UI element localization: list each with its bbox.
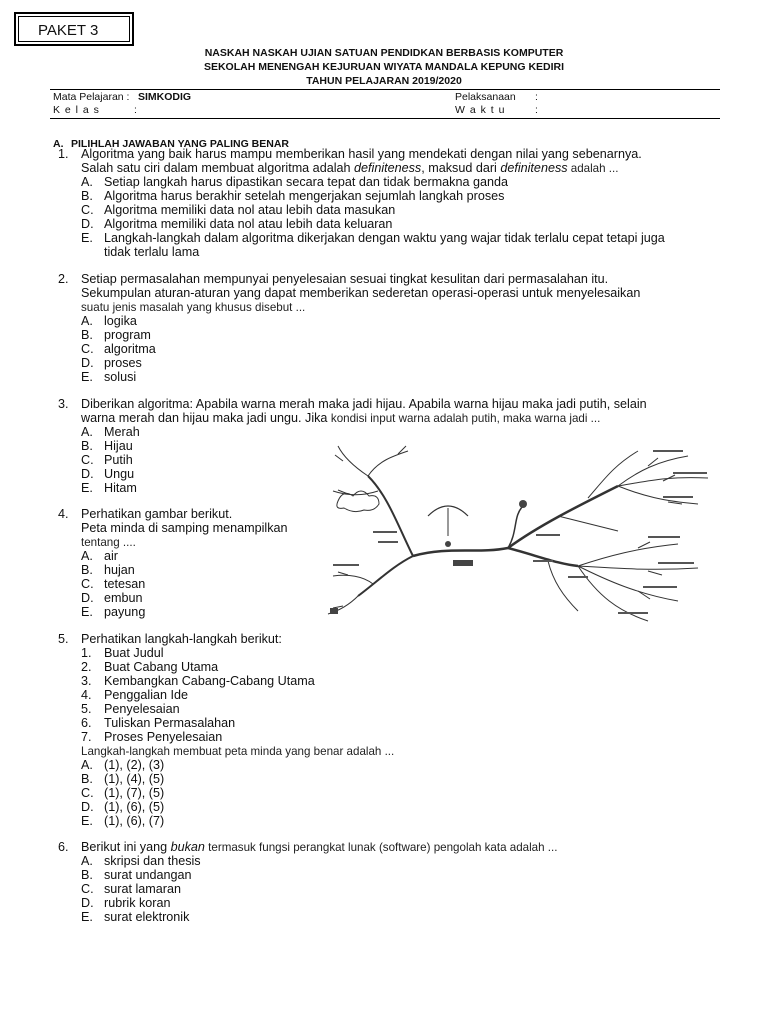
q5-step-4-num: 4. bbox=[81, 688, 92, 702]
kelas-label: K e l a s bbox=[53, 104, 100, 116]
q4-line-2: Peta minda di samping menampilkan bbox=[81, 521, 288, 535]
q5-step-3-num: 3. bbox=[81, 674, 92, 688]
q4-option-e-text[interactable]: payung bbox=[104, 605, 146, 619]
q1-option-e-continued[interactable]: tidak terlalu lama bbox=[104, 245, 200, 259]
q6-number: 6. bbox=[58, 840, 69, 854]
q5-step-1-text: Buat Judul bbox=[104, 646, 164, 660]
q1-option-c-letter[interactable]: C. bbox=[81, 203, 94, 217]
meta-top-rule bbox=[50, 89, 720, 90]
q4-number: 4. bbox=[58, 507, 69, 521]
waktu-label: W a k t u bbox=[455, 104, 506, 116]
q5-step-2-text: Buat Cabang Utama bbox=[104, 660, 219, 674]
q5-step-2-num: 2. bbox=[81, 660, 92, 674]
q4-option-c-letter[interactable]: C. bbox=[81, 577, 94, 591]
q1-option-c-text[interactable]: Algoritma memiliki data nol atau lebih data masukan bbox=[104, 203, 396, 217]
q3-option-c-text[interactable]: Putih bbox=[104, 453, 133, 467]
section-letter: A. bbox=[53, 138, 64, 150]
q1-option-e-text[interactable]: Langkah-langkah dalam algoritma dikerjakan dengan waktu yang wajar tidak terlalu cepat tetapi juga bbox=[104, 231, 665, 245]
q5-step-1-num: 1. bbox=[81, 646, 92, 660]
q3-line-1: Diberikan algoritma: Apabila warna merah maka jadi hijau. Apabila warna hijau maka jadi putih, selain bbox=[81, 397, 647, 411]
q3-option-b-text[interactable]: Hijau bbox=[104, 439, 133, 453]
q6-option-b-text[interactable]: surat undangan bbox=[104, 868, 192, 882]
q1-line-1: Algoritma yang baik harus mampu memberikan hasil yang mendekati dengan nilai yang sebenarnya. bbox=[81, 147, 642, 161]
q1-option-b-text[interactable]: Algoritma harus berakhir setelah mengerjakan sejumlah langkah proses bbox=[104, 189, 505, 203]
header-line-1: NASKAH NASKAH UJIAN SATUAN PENDIDKAN BERBASIS KOMPUTER bbox=[204, 47, 564, 59]
q4-option-d-text[interactable]: embun bbox=[104, 591, 143, 605]
q6-option-c-letter[interactable]: C. bbox=[81, 882, 94, 896]
q5-option-c-text[interactable]: (1), (7), (5) bbox=[104, 786, 165, 800]
paket-label: PAKET 3 bbox=[14, 12, 134, 46]
q5-option-e-text[interactable]: (1), (6), (7) bbox=[104, 814, 165, 828]
q4-line-1: Perhatikan gambar berikut. bbox=[81, 507, 233, 521]
q3-option-a-text[interactable]: Merah bbox=[104, 425, 140, 439]
q5-option-e-letter[interactable]: E. bbox=[81, 814, 93, 828]
q5-step-6-text: Tuliskan Permasalahan bbox=[104, 716, 236, 730]
q2-option-b-letter[interactable]: B. bbox=[81, 328, 93, 342]
q5-option-d-letter[interactable]: D. bbox=[81, 800, 94, 814]
q6-option-c-text[interactable]: surat lamaran bbox=[104, 882, 181, 896]
header-line-3: TAHUN PELAJARAN 2019/2020 bbox=[306, 75, 462, 87]
q6-option-d-text[interactable]: rubrik koran bbox=[104, 896, 171, 910]
q2-option-d-letter[interactable]: D. bbox=[81, 356, 94, 370]
q6-option-d-letter[interactable]: D. bbox=[81, 896, 94, 910]
q6-option-b-letter[interactable]: B. bbox=[81, 868, 93, 882]
q6-option-a-text[interactable]: skripsi dan thesis bbox=[104, 854, 201, 868]
q3-option-a-letter[interactable]: A. bbox=[81, 425, 93, 439]
q5-step-7-num: 7. bbox=[81, 730, 92, 744]
mapel-label: Mata Pelajaran : bbox=[53, 91, 130, 103]
q4-option-a-text[interactable]: air bbox=[104, 549, 118, 563]
q3-line-2 bbox=[81, 412, 600, 426]
q5-step-5-text: Penyelesaian bbox=[104, 702, 180, 716]
q1-term-1: definiteness bbox=[354, 161, 422, 175]
q1-option-a-text[interactable]: Setiap langkah harus dipastikan secara tepat dan tidak bermakna ganda bbox=[104, 175, 508, 189]
q2-option-e-text[interactable]: solusi bbox=[104, 370, 137, 384]
q1-line-2 bbox=[81, 162, 618, 176]
q4-option-c-text[interactable]: tetesan bbox=[104, 577, 146, 591]
q5-line-1: Perhatikan langkah-langkah berikut: bbox=[81, 632, 282, 646]
mapel-value: SIMKODIG bbox=[138, 91, 192, 103]
q6-line-1a: Berikut ini yang bbox=[81, 840, 171, 854]
q1-number: 1. bbox=[58, 147, 69, 161]
q3-option-e-letter[interactable]: E. bbox=[81, 481, 93, 495]
q4-option-e-letter[interactable]: E. bbox=[81, 605, 93, 619]
q1-option-d-text[interactable]: Algoritma memiliki data nol atau lebih data keluaran bbox=[104, 217, 393, 231]
q3-line-2b: kondisi input warna adalah putih, maka warna jadi ... bbox=[330, 412, 601, 425]
q5-option-b-text[interactable]: (1), (4), (5) bbox=[104, 772, 165, 786]
q2-option-d-text[interactable]: proses bbox=[104, 356, 142, 370]
q2-option-c-letter[interactable]: C. bbox=[81, 342, 94, 356]
q2-option-e-letter[interactable]: E. bbox=[81, 370, 93, 384]
q6-option-e-letter[interactable]: E. bbox=[81, 910, 93, 924]
q1-option-e-letter[interactable]: E. bbox=[81, 231, 93, 245]
q4-option-b-text[interactable]: hujan bbox=[104, 563, 135, 577]
q5-option-a-letter[interactable]: A. bbox=[81, 758, 93, 772]
q3-option-d-text[interactable]: Ungu bbox=[104, 467, 135, 481]
q5-option-b-letter[interactable]: B. bbox=[81, 772, 93, 786]
q6-option-a-letter[interactable]: A. bbox=[81, 854, 93, 868]
q5-option-a-text[interactable]: (1), (2), (3) bbox=[104, 758, 165, 772]
q4-option-b-letter[interactable]: B. bbox=[81, 563, 93, 577]
q5-line-2: Langkah-langkah membuat peta minda yang benar adalah ... bbox=[81, 745, 395, 758]
q4-option-a-letter[interactable]: A. bbox=[81, 549, 93, 563]
header-line-2: SEKOLAH MENENGAH KEJURUAN WIYATA MANDALA KEPUNG KEDIRI bbox=[203, 61, 565, 73]
q3-option-b-letter[interactable]: B. bbox=[81, 439, 93, 453]
q5-option-c-letter[interactable]: C. bbox=[81, 786, 94, 800]
meta-bottom-rule bbox=[50, 118, 720, 119]
pelaksanaan-colon: : bbox=[535, 91, 538, 103]
q1-line-2a: Salah satu ciri dalam membuat algoritma adalah bbox=[81, 161, 355, 175]
q4-option-d-letter[interactable]: D. bbox=[81, 591, 94, 605]
q5-step-7-text: Proses Penyelesaian bbox=[104, 730, 223, 744]
q3-option-d-letter[interactable]: D. bbox=[81, 467, 94, 481]
q5-step-5-num: 5. bbox=[81, 702, 92, 716]
q1-line-2c: , maksud dari bbox=[421, 161, 501, 175]
waktu-colon: : bbox=[535, 104, 538, 116]
q2-option-a-text[interactable]: logika bbox=[104, 314, 137, 328]
q6-option-e-text[interactable]: surat elektronik bbox=[104, 910, 190, 924]
q5-step-6-num: 6. bbox=[81, 716, 92, 730]
q2-line-2: Sekumpulan aturan-aturan yang dapat memberikan sederetan operasi-operasi untuk menyelesaikan bbox=[81, 286, 641, 300]
q3-option-c-letter[interactable]: C. bbox=[81, 453, 94, 467]
q1-line-2e: adalah ... bbox=[567, 162, 619, 175]
q2-option-a-letter[interactable]: A. bbox=[81, 314, 93, 328]
q1-option-d-letter[interactable]: D. bbox=[81, 217, 94, 231]
q5-step-4-text: Penggalian Ide bbox=[104, 688, 189, 702]
mind-map-image bbox=[318, 436, 738, 626]
section-title-text: PILIHLAH JAWABAN YANG PALING BENAR bbox=[71, 138, 289, 150]
q3-line-2a: warna merah dan hijau maka jadi ungu. Jika bbox=[81, 411, 331, 425]
q2-line-1: Setiap permasalahan mempunyai penyelesaian sesuai tingkat kesulitan dari permasalahan itu. bbox=[81, 272, 609, 286]
q5-option-d-text[interactable]: (1), (6), (5) bbox=[104, 800, 165, 814]
q6-emphasis: bukan bbox=[170, 840, 205, 854]
q1-option-b-letter[interactable]: B. bbox=[81, 189, 93, 203]
q2-number: 2. bbox=[58, 272, 69, 286]
pelaksanaan-label: Pelaksanaan bbox=[455, 91, 516, 103]
q1-term-2: definiteness bbox=[500, 161, 568, 175]
q1-option-a-letter[interactable]: A. bbox=[81, 175, 93, 189]
q5-step-3-text: Kembangkan Cabang-Cabang Utama bbox=[104, 674, 315, 688]
q2-line-3: suatu jenis masalah yang khusus disebut ... bbox=[81, 301, 306, 314]
kelas-colon: : bbox=[134, 104, 137, 116]
q5-number: 5. bbox=[58, 632, 69, 646]
q6-line-1c: termasuk fungsi perangkat lunak (software) pengolah kata adalah ... bbox=[204, 841, 558, 854]
q2-option-c-text[interactable]: algoritma bbox=[104, 342, 156, 356]
q2-option-b-text[interactable]: program bbox=[104, 328, 151, 342]
q3-option-e-text[interactable]: Hitam bbox=[104, 481, 137, 495]
q4-line-3: tentang .... bbox=[81, 536, 136, 549]
q3-number: 3. bbox=[58, 397, 69, 411]
q6-line-1 bbox=[81, 841, 557, 855]
